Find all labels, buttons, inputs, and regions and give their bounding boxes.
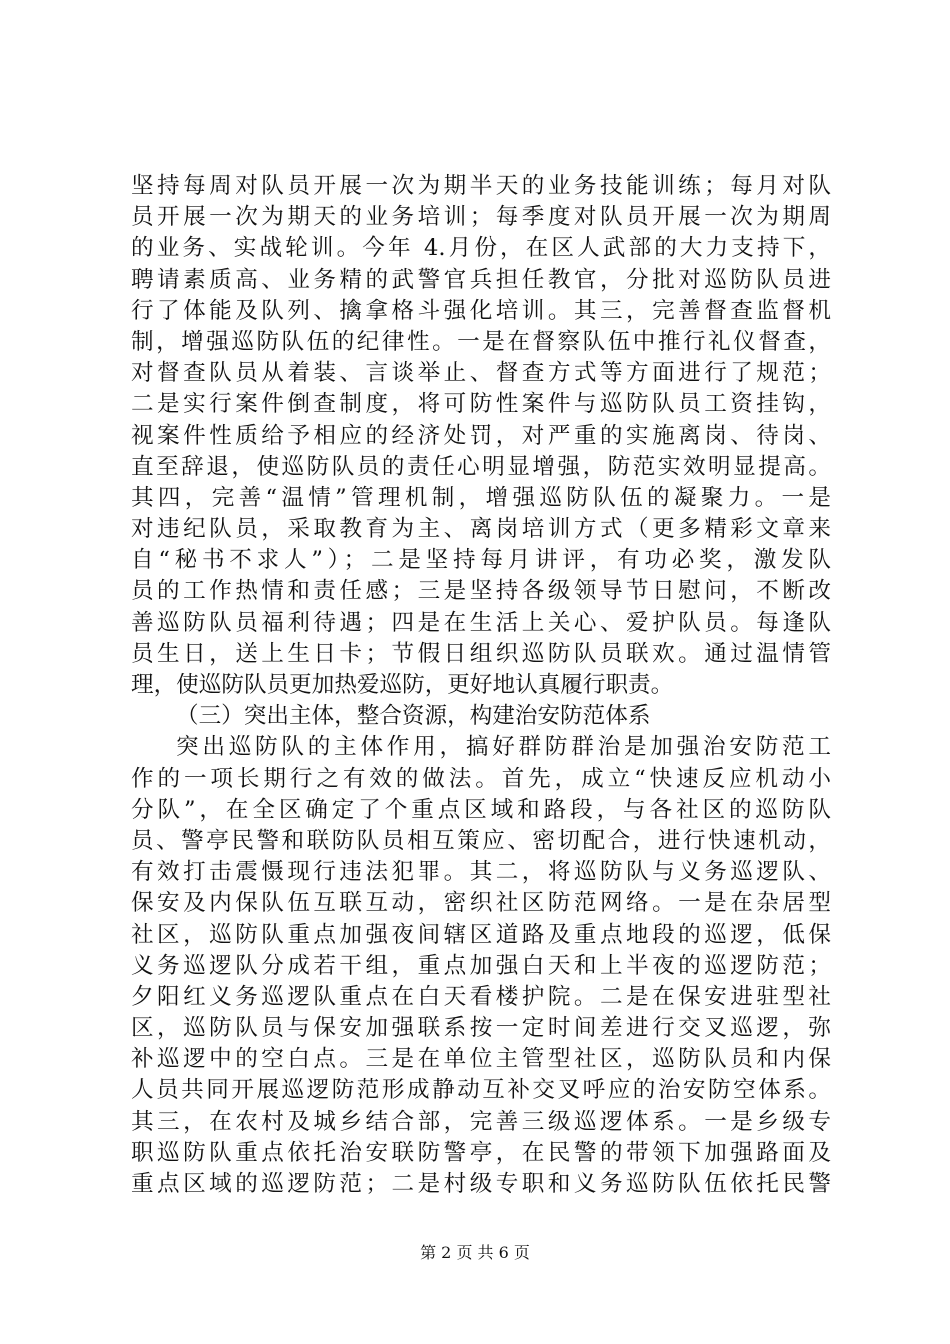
text-line: 对违纪队员，采取教育为主、离岗培训方式（更多精彩文章来 bbox=[131, 516, 831, 543]
text-line: 职巡防队重点依托治安联防警亭，在民警的带领下加强路面及 bbox=[131, 1139, 831, 1166]
text-line: 补巡逻中的空白点。三是在单位主管型社区，巡防队员和内保 bbox=[131, 1046, 831, 1073]
text-line: 制，增强巡防队伍的纪律性。一是在督察队伍中推行礼仪督查， bbox=[131, 328, 831, 355]
text-line: 重点区域的巡逻防范；二是村级专职和义务巡防队伍依托民警 bbox=[131, 1171, 831, 1197]
text-line: 对督查队员从着装、言谈举止、督查方式等方面进行了规范； bbox=[131, 360, 831, 387]
text-line: 其四，完善“温情”管理机制，增强巡防队伍的凝聚力。一是 bbox=[131, 484, 831, 511]
paragraph-team-management bbox=[131, 171, 831, 701]
text-line: 人员共同开展巡逻防范形成静动互补交叉呼应的治安防空体系。 bbox=[131, 1077, 831, 1104]
text-line: 员的工作热情和责任感；三是坚持各级领导节日慰问，不断改 bbox=[131, 578, 831, 605]
text-line: 保安及内保队伍互联互动，密织社区防范网络。一是在杂居型 bbox=[131, 890, 831, 917]
text-line: 视案件性质给予相应的经济处罚，对严重的实施离岗、待岗、 bbox=[131, 422, 831, 449]
page-number-footer: 第 2 页 共 6 页 bbox=[420, 1243, 530, 1262]
text-line: 突出巡防队的主体作用，搞好群防群治是加强治安防范工 bbox=[176, 734, 831, 761]
text-line: 有效打击震慑现行违法犯罪。其二，将巡防队与义务巡逻队、 bbox=[131, 859, 831, 886]
text-line: 坚持每周对队员开展一次为期半天的业务技能训练；每月对队 bbox=[131, 173, 831, 199]
text-line: 夕阳红义务巡逻队重点在白天看楼护院。二是在保安进驻型社 bbox=[131, 983, 831, 1010]
text-line: 义务巡逻队分成若干组，重点加强白天和上半夜的巡逻防范； bbox=[131, 952, 831, 979]
paragraph-patrol-system bbox=[131, 732, 831, 1200]
text-line: 行了体能及队列、擒拿格斗强化培训。其三，完善督查监督机 bbox=[131, 297, 831, 324]
text-line: 自“秘书不求人”）；二是坚持每月讲评，有功必奖，激发队 bbox=[131, 547, 831, 574]
text-line: 的业务、实战轮训。今年 4.月份，在区人武部的大力支持下， bbox=[131, 235, 831, 262]
text-line: 区，巡防队员与保安加强联系按一定时间差进行交叉巡逻，弥 bbox=[131, 1015, 831, 1042]
text-line: 直至辞退，使巡防队员的责任心明显增强，防范实效明显提高。 bbox=[131, 453, 831, 480]
text-line: 分队”，在全区确定了个重点区域和路段，与各社区的巡防队 bbox=[131, 796, 831, 823]
text-line: 理，使巡防队员更加热爱巡防，更好地认真履行职责。 bbox=[131, 672, 674, 698]
text-line: 员、警亭民警和联防队员相互策应、密切配合，进行快速机动， bbox=[131, 827, 831, 854]
text-line: 社区，巡防队重点加强夜间辖区道路及重点地段的巡逻，低保 bbox=[131, 921, 831, 948]
section-heading: （三）突出主体，整合资源，构建治安防范体系 bbox=[176, 703, 651, 730]
text-line: 二是实行案件倒查制度，将可防性案件与巡防队员工资挂钩， bbox=[131, 391, 831, 418]
text-line: 作的一项长期行之有效的做法。首先，成立“快速反应机动小 bbox=[131, 765, 831, 792]
text-line: 其三，在农村及城乡结合部，完善三级巡逻体系。一是乡级专 bbox=[131, 1108, 831, 1135]
text-line: 善巡防队员福利待遇；四是在生活上关心、爱护队员。每逢队 bbox=[131, 609, 831, 636]
body-text bbox=[131, 171, 831, 1200]
text-line: 聘请素质高、业务精的武警官兵担任教官，分批对巡防队员进 bbox=[131, 266, 831, 293]
text-line: 员开展一次为期天的业务培训；每季度对队员开展一次为期周 bbox=[131, 204, 831, 231]
text-line: 员生日，送上生日卡；节假日组织巡防队员联欢。通过温情管 bbox=[131, 640, 831, 667]
